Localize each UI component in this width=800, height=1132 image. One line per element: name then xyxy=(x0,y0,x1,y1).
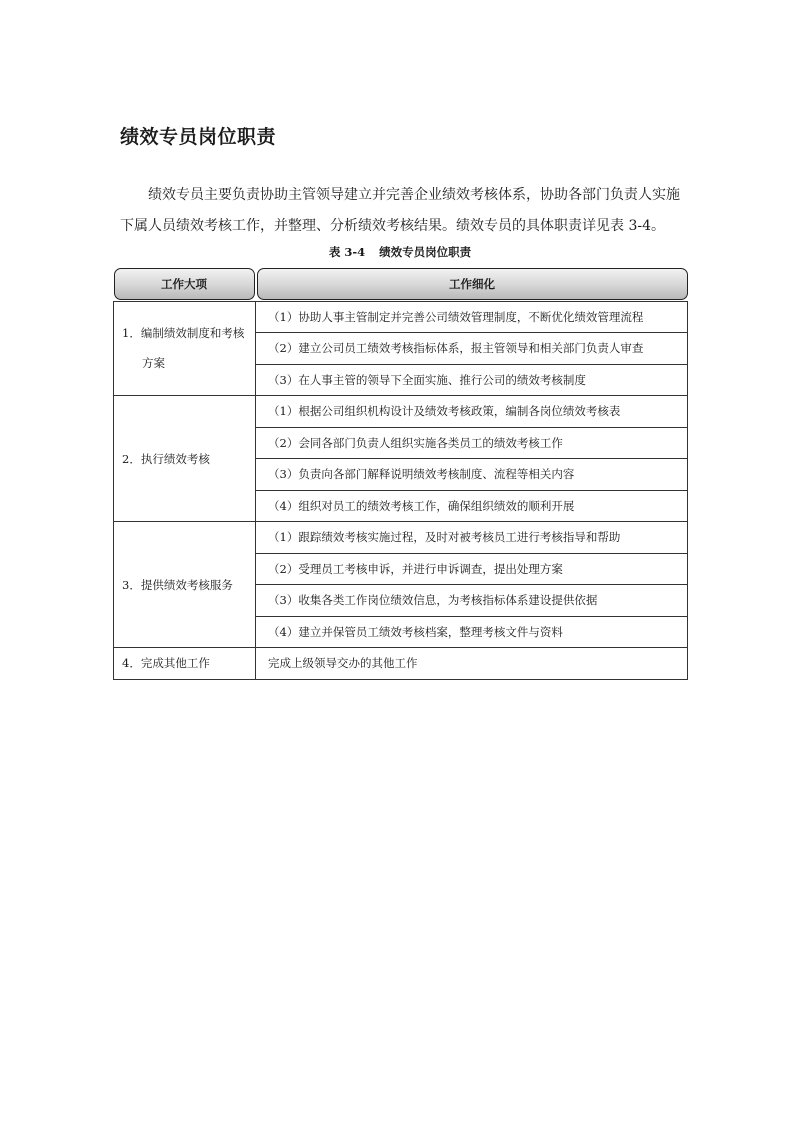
detail-cell: （1）根据公司组织机构设计及绩效考核政策，编制各岗位绩效考核表 xyxy=(256,396,688,428)
category-label-line1: 1．编制绩效制度和考核 xyxy=(122,326,245,341)
page-title: 绩效专员岗位职责 xyxy=(120,126,277,148)
table-row xyxy=(114,301,688,333)
intro-paragraph xyxy=(120,180,688,242)
table-header-row xyxy=(114,267,688,301)
category-cell xyxy=(114,522,256,648)
category-cell xyxy=(114,396,256,522)
detail-cell: （2）受理员工考核申诉，并进行申诉调查，提出处理方案 xyxy=(256,553,688,585)
intro-line-2: 下属人员绩效考核工作，并整理、分析绩效考核结果。绩效专员的具体职责详见表 3-4。 xyxy=(120,218,665,234)
table-caption-number: 表 3-4 xyxy=(328,245,366,259)
header-category: 工作大项 xyxy=(114,268,255,300)
header-cell-category xyxy=(114,267,256,301)
detail-cell: （4）建立并保管员工绩效考核档案，整理考核文件与资料 xyxy=(256,616,688,648)
category-label-line2: 方案 xyxy=(142,356,165,371)
detail-cell: （2）会同各部门负责人组织实施各类员工的绩效考核工作 xyxy=(256,427,688,459)
detail-cell: （1）协助人事主管制定并完善公司绩效管理制度，不断优化绩效管理流程 xyxy=(256,301,688,333)
detail-cell: 完成上级领导交办的其他工作 xyxy=(256,648,688,680)
table-caption-text: 绩效专员岗位职责 xyxy=(379,245,472,259)
detail-cell: （2）建立公司员工绩效考核指标体系，报主管领导和相关部门负责人审查 xyxy=(256,333,688,365)
table-caption xyxy=(113,244,687,260)
duty-table xyxy=(113,267,688,680)
table-row xyxy=(114,522,688,554)
table-row xyxy=(114,648,688,680)
table-row xyxy=(114,396,688,428)
detail-cell: （1）跟踪绩效考核实施过程，及时对被考核员工进行考核指导和帮助 xyxy=(256,522,688,554)
header-cell-detail xyxy=(256,267,688,301)
detail-cell: （4）组织对员工的绩效考核工作，确保组织绩效的顺利开展 xyxy=(256,490,688,522)
detail-cell: （3）在人事主管的领导下全面实施、推行公司的绩效考核制度 xyxy=(256,364,688,396)
detail-cell: （3）负责向各部门解释说明绩效考核制度、流程等相关内容 xyxy=(256,459,688,491)
header-detail: 工作细化 xyxy=(257,268,688,300)
intro-line-1: 绩效专员主要负责协助主管领导建立并完善企业绩效考核体系，协助各部门负责人实施 xyxy=(148,187,680,203)
category-label-line1: 2．执行绩效考核 xyxy=(122,451,210,466)
category-label-line1: 3．提供绩效考核服务 xyxy=(122,577,233,592)
category-cell xyxy=(114,648,256,680)
category-cell xyxy=(114,301,256,396)
detail-cell: （3）收集各类工作岗位绩效信息，为考核指标体系建设提供依据 xyxy=(256,585,688,617)
category-label-line1: 4．完成其他工作 xyxy=(122,656,210,671)
